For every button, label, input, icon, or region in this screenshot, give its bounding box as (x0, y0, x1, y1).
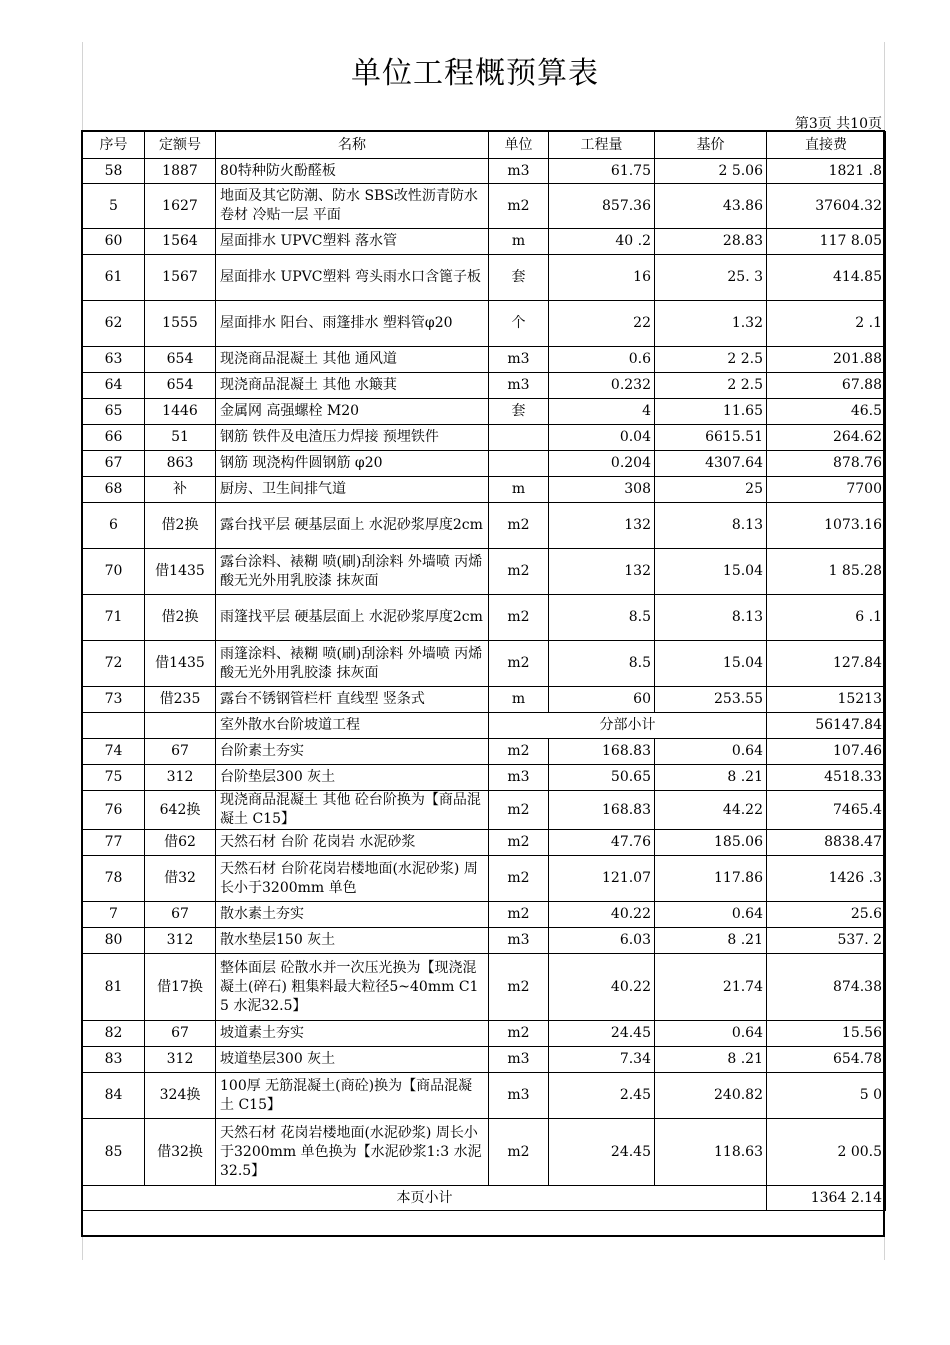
cell-qty: 40.22 (549, 902, 655, 928)
header-row (83, 132, 886, 159)
cell-code: 借1435 (145, 641, 216, 687)
cell-code: 312 (145, 765, 216, 791)
cell-cost: 537. 2 (767, 928, 886, 954)
cell-seq: 77 (83, 830, 145, 856)
cell-unit: m (489, 229, 549, 255)
cell-code: 51 (145, 425, 216, 451)
table-row (83, 954, 886, 1021)
cell-code: 67 (145, 739, 216, 765)
page-total-cost: 1364 2.14 (767, 1186, 886, 1211)
cell-seq: 6 (83, 503, 145, 549)
cell-code: 补 (145, 477, 216, 503)
cell-unit: m2 (489, 791, 549, 830)
cell-qty: 8.5 (549, 641, 655, 687)
page-info: 第3页 共10页 (794, 116, 882, 132)
cell-unit: m3 (489, 159, 549, 184)
header-unit: 单位 (489, 132, 549, 159)
cell-code: 67 (145, 1021, 216, 1047)
cell-unit: m2 (489, 549, 549, 595)
cell-unit: m2 (489, 503, 549, 549)
cell-code: 67 (145, 902, 216, 928)
cell-unit: m3 (489, 928, 549, 954)
table-row (83, 255, 886, 301)
table-row (83, 739, 886, 765)
cell-cost: 15213 (767, 687, 886, 713)
cell-seq: 81 (83, 954, 145, 1021)
cell-code: 1887 (145, 159, 216, 184)
cell-unit: m2 (489, 1021, 549, 1047)
cell-price: 1.32 (655, 301, 767, 347)
cell-price: 117.86 (655, 856, 767, 902)
table-row (83, 301, 886, 347)
table-row (83, 928, 886, 954)
cell-code: 借235 (145, 687, 216, 713)
cell-name: 地面及其它防潮、防水 SBS改性沥青防水卷材 冷贴一层 平面 (216, 184, 489, 229)
cell-unit: m3 (489, 765, 549, 791)
header-code: 定额号 (145, 132, 216, 159)
cell-qty: 4 (549, 399, 655, 425)
cell-qty: 40.22 (549, 954, 655, 1021)
cell-seq: 68 (83, 477, 145, 503)
cell-price: 4307.64 (655, 451, 767, 477)
cell-price: 15.04 (655, 641, 767, 687)
cell-seq: 66 (83, 425, 145, 451)
cell-name: 台阶素土夯实 (216, 739, 489, 765)
cell-code: 654 (145, 347, 216, 373)
cell-price: 0.64 (655, 1021, 767, 1047)
cell-cost: 15.56 (767, 1021, 886, 1047)
cell-cost: 7700 (767, 477, 886, 503)
cell-qty: 0.204 (549, 451, 655, 477)
cell-qty: 8.5 (549, 595, 655, 641)
table-row (83, 159, 886, 184)
cell-name: 钢筋 现浇构件圆钢筋 φ20 (216, 451, 489, 477)
table-row (83, 399, 886, 425)
cell-name: 坡道素土夯实 (216, 1021, 489, 1047)
cell-seq: 65 (83, 399, 145, 425)
cell-code: 借2换 (145, 595, 216, 641)
cell-name: 坡道垫层300 灰土 (216, 1047, 489, 1073)
cell-name: 雨篷找平层 硬基层面上 水泥砂浆厚度2cm (216, 595, 489, 641)
cell-price: 25. 3 (655, 255, 767, 301)
table-row (83, 902, 886, 928)
header-seq: 序号 (83, 132, 145, 159)
cell-code: 312 (145, 1047, 216, 1073)
cell-cost: 4518.33 (767, 765, 886, 791)
table-row (83, 425, 886, 451)
table-row (83, 451, 886, 477)
table-row (83, 791, 886, 830)
cell-cost: 414.85 (767, 255, 886, 301)
cell-name: 现浇商品混凝土 其他 砼台阶换为【商品混凝土 C15】 (216, 791, 489, 830)
cell-cost: 1 85.28 (767, 549, 886, 595)
cell-cost: 201.88 (767, 347, 886, 373)
cell-qty: 857.36 (549, 184, 655, 229)
cell-qty: 16 (549, 255, 655, 301)
cell-unit: m3 (489, 1073, 549, 1119)
table-row (83, 687, 886, 713)
cell-code: 863 (145, 451, 216, 477)
cell-code: 借32换 (145, 1119, 216, 1186)
cell-cost: 1821 .8 (767, 159, 886, 184)
cell-price: 240.82 (655, 1073, 767, 1119)
cell-seq: 80 (83, 928, 145, 954)
table-row (83, 641, 886, 687)
cell-unit: m2 (489, 830, 549, 856)
subtotal-cost: 56147.84 (767, 713, 886, 739)
cell-qty: 7.34 (549, 1047, 655, 1073)
cell-seq: 76 (83, 791, 145, 830)
cell-qty: 2.45 (549, 1073, 655, 1119)
cell-unit (489, 425, 549, 451)
cell-price: 44.22 (655, 791, 767, 830)
cell-unit: m (489, 687, 549, 713)
table-row (83, 549, 886, 595)
cell-qty: 168.83 (549, 791, 655, 830)
cell-qty: 0.232 (549, 373, 655, 399)
empty-cell (145, 713, 216, 739)
cell-qty: 121.07 (549, 856, 655, 902)
cell-cost: 7465.4 (767, 791, 886, 830)
cell-seq: 73 (83, 687, 145, 713)
cell-price: 28.83 (655, 229, 767, 255)
page-total-row (83, 1186, 886, 1211)
cell-price: 8 .21 (655, 765, 767, 791)
cell-code: 642换 (145, 791, 216, 830)
cell-name: 露台涂料、裱糊 喷(刷)刮涂料 外墙喷 丙烯酸无光外用乳胶漆 抹灰面 (216, 549, 489, 595)
section-name: 室外散水台阶坡道工程 (216, 713, 489, 739)
cell-name: 屋面排水 UPVC塑料 落水管 (216, 229, 489, 255)
cell-price: 8.13 (655, 503, 767, 549)
cell-name: 散水垫层150 灰土 (216, 928, 489, 954)
cell-qty: 0.6 (549, 347, 655, 373)
table-row (83, 229, 886, 255)
cell-code: 借32 (145, 856, 216, 902)
cell-seq: 60 (83, 229, 145, 255)
table-row (83, 1073, 886, 1119)
table-row (83, 765, 886, 791)
cell-cost: 264.62 (767, 425, 886, 451)
cell-price: 185.06 (655, 830, 767, 856)
table-row (83, 1119, 886, 1186)
cell-cost: 117 8.05 (767, 229, 886, 255)
cell-unit: m2 (489, 641, 549, 687)
empty-cell (83, 713, 145, 739)
cell-name: 天然石材 台阶 花岗岩 水泥砂浆 (216, 830, 489, 856)
cell-unit (489, 451, 549, 477)
cell-cost: 37604.32 (767, 184, 886, 229)
subtotal-row (83, 713, 886, 739)
cell-qty: 40 .2 (549, 229, 655, 255)
cell-seq: 78 (83, 856, 145, 902)
cell-cost: 1073.16 (767, 503, 886, 549)
subtotal-label: 分部小计 (489, 713, 767, 739)
cell-cost: 107.46 (767, 739, 886, 765)
cell-cost: 5 0 (767, 1073, 886, 1119)
cell-qty: 308 (549, 477, 655, 503)
cell-price: 8 .21 (655, 928, 767, 954)
cell-cost: 6 .1 (767, 595, 886, 641)
cell-name: 散水素土夯实 (216, 902, 489, 928)
cell-name: 厨房、卫生间排气道 (216, 477, 489, 503)
table-row (83, 184, 886, 229)
cell-seq: 75 (83, 765, 145, 791)
header-name: 名称 (216, 132, 489, 159)
cell-cost: 2 .1 (767, 301, 886, 347)
cell-unit: m2 (489, 184, 549, 229)
cell-name: 屋面排水 阳台、雨篷排水 塑料管φ20 (216, 301, 489, 347)
cell-qty: 24.45 (549, 1021, 655, 1047)
table-row (83, 1047, 886, 1073)
cell-code: 借2换 (145, 503, 216, 549)
cell-name: 现浇商品混凝土 其他 水簸萁 (216, 373, 489, 399)
cell-name: 露台不锈钢管栏杆 直线型 竖条式 (216, 687, 489, 713)
cell-price: 253.55 (655, 687, 767, 713)
cell-seq: 84 (83, 1073, 145, 1119)
cell-seq: 61 (83, 255, 145, 301)
cell-name: 现浇商品混凝土 其他 通风道 (216, 347, 489, 373)
cell-seq: 63 (83, 347, 145, 373)
cell-price: 8 .21 (655, 1047, 767, 1073)
cell-unit: m2 (489, 739, 549, 765)
table-row (83, 856, 886, 902)
cell-price: 21.74 (655, 954, 767, 1021)
cell-name: 台阶垫层300 灰土 (216, 765, 489, 791)
table-row (83, 595, 886, 641)
cell-price: 25 (655, 477, 767, 503)
cell-unit: 个 (489, 301, 549, 347)
cell-unit: m2 (489, 954, 549, 1021)
cell-name: 钢筋 铁件及电渣压力焊接 预埋铁件 (216, 425, 489, 451)
cell-cost: 25.6 (767, 902, 886, 928)
page-title: 单位工程概预算表 (351, 56, 599, 91)
page-total-label: 本页小计 (83, 1186, 767, 1211)
table-row (83, 347, 886, 373)
cell-qty: 22 (549, 301, 655, 347)
cell-cost: 878.76 (767, 451, 886, 477)
cell-seq: 82 (83, 1021, 145, 1047)
budget-table (82, 131, 886, 1211)
cell-qty: 24.45 (549, 1119, 655, 1186)
cell-code: 1567 (145, 255, 216, 301)
cell-seq: 58 (83, 159, 145, 184)
cell-qty: 61.75 (549, 159, 655, 184)
cell-cost: 2 00.5 (767, 1119, 886, 1186)
cell-unit: m2 (489, 1119, 549, 1186)
cell-qty: 47.76 (549, 830, 655, 856)
cell-unit: m3 (489, 1047, 549, 1073)
header-price: 基价 (655, 132, 767, 159)
cell-price: 2 2.5 (655, 347, 767, 373)
cell-seq: 5 (83, 184, 145, 229)
cell-cost: 654.78 (767, 1047, 886, 1073)
cell-name: 屋面排水 UPVC塑料 弯头雨水口含篦子板 (216, 255, 489, 301)
header-cost: 直接费 (767, 132, 886, 159)
cell-cost: 46.5 (767, 399, 886, 425)
cell-code: 1564 (145, 229, 216, 255)
cell-cost: 874.38 (767, 954, 886, 1021)
cell-name: 100厚 无筋混凝土(商砼)换为【商品混凝土 C15】 (216, 1073, 489, 1119)
cell-unit: m2 (489, 902, 549, 928)
cell-seq: 71 (83, 595, 145, 641)
cell-qty: 168.83 (549, 739, 655, 765)
cell-price: 15.04 (655, 549, 767, 595)
header-qty: 工程量 (549, 132, 655, 159)
cell-seq: 83 (83, 1047, 145, 1073)
cell-cost: 67.88 (767, 373, 886, 399)
cell-seq: 85 (83, 1119, 145, 1186)
cell-price: 11.65 (655, 399, 767, 425)
cell-seq: 74 (83, 739, 145, 765)
cell-name: 80特种防火酚醛板 (216, 159, 489, 184)
cell-name: 天然石材 台阶花岗岩楼地面(水泥砂浆) 周长小于3200mm 单色 (216, 856, 489, 902)
cell-name: 雨篷涂料、裱糊 喷(刷)刮涂料 外墙喷 丙烯酸无光外用乳胶漆 抹灰面 (216, 641, 489, 687)
cell-seq: 64 (83, 373, 145, 399)
cell-name: 天然石材 花岗岩楼地面(水泥砂浆) 周长小于3200mm 单色换为【水泥砂浆1:3 水泥32.5】 (216, 1119, 489, 1186)
cell-code: 324换 (145, 1073, 216, 1119)
cell-seq: 67 (83, 451, 145, 477)
cell-name: 整体面层 砼散水并一次压光换为【现浇混凝土(碎石) 粗集料最大粒径5~40mm C15 水泥32.5】 (216, 954, 489, 1021)
cell-name: 金属网 高强螺栓 M20 (216, 399, 489, 425)
cell-qty: 50.65 (549, 765, 655, 791)
cell-seq: 72 (83, 641, 145, 687)
cell-qty: 6.03 (549, 928, 655, 954)
table-row (83, 373, 886, 399)
cell-unit: m2 (489, 595, 549, 641)
cell-code: 1446 (145, 399, 216, 425)
cell-unit: m3 (489, 373, 549, 399)
cell-unit: m2 (489, 856, 549, 902)
cell-price: 0.64 (655, 902, 767, 928)
table-row (83, 477, 886, 503)
cell-seq: 70 (83, 549, 145, 595)
cell-price: 43.86 (655, 184, 767, 229)
cell-unit: m3 (489, 347, 549, 373)
cell-cost: 127.84 (767, 641, 886, 687)
cell-qty: 132 (549, 503, 655, 549)
cell-unit: m (489, 477, 549, 503)
cell-qty: 0.04 (549, 425, 655, 451)
cell-seq: 62 (83, 301, 145, 347)
cell-qty: 132 (549, 549, 655, 595)
cell-unit: 套 (489, 255, 549, 301)
table-row (83, 503, 886, 549)
table-row (83, 830, 886, 856)
cell-code: 借1435 (145, 549, 216, 595)
cell-unit: 套 (489, 399, 549, 425)
cell-cost: 1426 .3 (767, 856, 886, 902)
cell-name: 露台找平层 硬基层面上 水泥砂浆厚度2cm (216, 503, 489, 549)
cell-price: 8.13 (655, 595, 767, 641)
cell-code: 借62 (145, 830, 216, 856)
cell-cost: 8838.47 (767, 830, 886, 856)
cell-price: 6615.51 (655, 425, 767, 451)
cell-code: 312 (145, 928, 216, 954)
cell-price: 0.64 (655, 739, 767, 765)
cell-price: 118.63 (655, 1119, 767, 1186)
cell-price: 2 2.5 (655, 373, 767, 399)
cell-code: 654 (145, 373, 216, 399)
cell-qty: 60 (549, 687, 655, 713)
cell-price: 2 5.06 (655, 159, 767, 184)
cell-code: 1627 (145, 184, 216, 229)
cell-code: 1555 (145, 301, 216, 347)
table-row (83, 1021, 886, 1047)
cell-seq: 7 (83, 902, 145, 928)
cell-code: 借17换 (145, 954, 216, 1021)
